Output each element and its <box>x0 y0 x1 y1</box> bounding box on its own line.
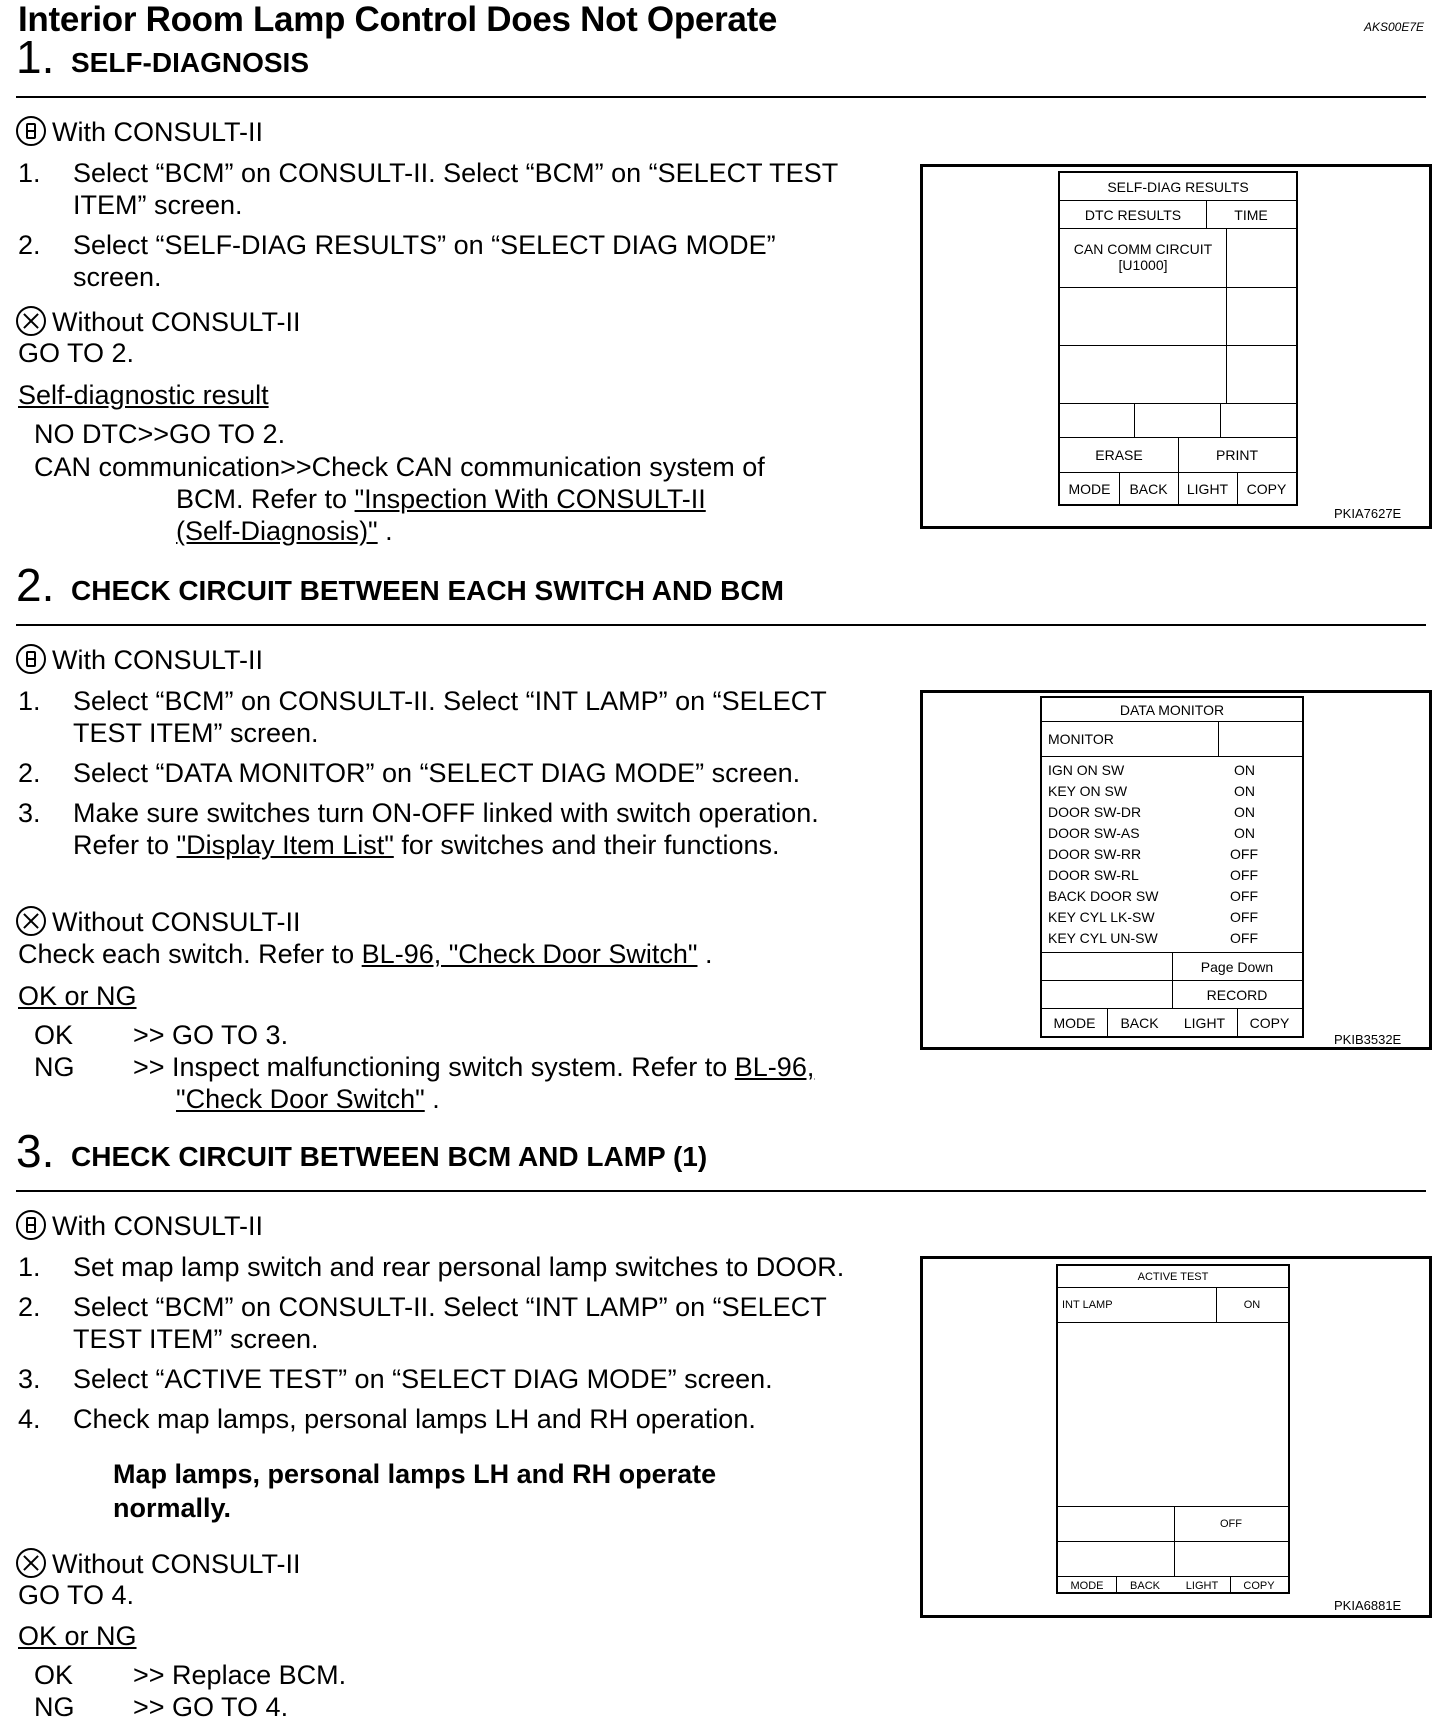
result-label: OK or NG <box>18 981 137 1011</box>
ok-label: OK <box>34 1660 74 1690</box>
list-number: 1. <box>18 158 41 188</box>
page-down-button[interactable]: Page Down <box>1200 959 1274 975</box>
monitor-item: KEY ON SW <box>1048 783 1128 799</box>
check-door-switch-link[interactable]: BL-96, "Check Door Switch" <box>361 939 698 969</box>
list-item: Select “BCM” on CONSULT-II. Select “BCM” on “SELECT TEST <box>73 158 839 188</box>
without-text: GO TO 4. <box>18 1580 135 1610</box>
list-number: 1. <box>18 1252 41 1282</box>
divider <box>16 96 1426 98</box>
list-number: 2. <box>18 230 41 260</box>
result-line: BCM. Refer to "Inspection With CONSULT-II <box>176 484 706 514</box>
with-consult-line: With CONSULT-II <box>16 1210 263 1242</box>
result-line: (Self-Diagnosis)" . <box>176 516 393 546</box>
ng-text: >> Inspect malfunctioning switch system. Refer to BL-96, <box>133 1052 815 1082</box>
without-consult-line: Without CONSULT-II <box>16 306 301 338</box>
ok-label: OK <box>34 1020 74 1050</box>
test-item: INT LAMP <box>1062 1299 1113 1311</box>
column-header: TIME <box>1234 206 1268 223</box>
result-label: Self-diagnostic result <box>18 380 269 410</box>
result-line: NO DTC>>GO TO 2. <box>34 419 286 449</box>
monitor-item: KEY CYL LK-SW <box>1048 909 1155 925</box>
ng-text: "Check Door Switch" . <box>176 1084 440 1114</box>
test-item-value: ON <box>1243 1299 1261 1311</box>
mode-button[interactable]: MODE <box>1053 1014 1096 1031</box>
check-door-switch-link[interactable]: BL-96, <box>734 1052 815 1082</box>
list-item: TEST ITEM” screen. <box>73 1324 319 1354</box>
list-item: Select “BCM” on CONSULT-II. Select “INT LAMP” on “SELECT <box>73 1292 827 1322</box>
consult-icon <box>16 1210 46 1240</box>
data-monitor-screen <box>1040 696 1304 1038</box>
ng-label: NG <box>34 1052 75 1082</box>
spec-text: Map lamps, personal lamps LH and RH operate <box>113 1459 717 1489</box>
back-button[interactable]: BACK <box>1129 480 1168 497</box>
without-text: GO TO 2. <box>18 338 135 368</box>
back-button[interactable]: BACK <box>1130 1579 1160 1592</box>
back-button[interactable]: BACK <box>1120 1014 1159 1031</box>
list-item: Select “ACTIVE TEST” on “SELECT DIAG MODE” screen. <box>73 1364 773 1394</box>
check-door-switch-link[interactable]: "Check Door Switch" <box>176 1084 425 1114</box>
list-item: Make sure switches turn ON-OFF linked with switch operation. <box>73 798 819 828</box>
list-item: Set map lamp switch and rear personal lamp switches to DOOR. <box>73 1252 845 1282</box>
list-item: TEST ITEM” screen. <box>73 718 319 748</box>
without-text: Check each switch. Refer to BL-96, "Check Door Switch" . <box>18 939 713 969</box>
step-number: 1. <box>16 31 55 83</box>
copy-button[interactable]: COPY <box>1249 1014 1290 1031</box>
list-item: Select “BCM” on CONSULT-II. Select “INT LAMP” on “SELECT <box>73 686 827 716</box>
step-title: CHECK CIRCUIT BETWEEN EACH SWITCH AND BCM <box>71 575 784 606</box>
with-consult-line: With CONSULT-II <box>16 644 263 676</box>
inspection-link[interactable]: (Self-Diagnosis)" <box>176 516 378 546</box>
without-consult-line: Without CONSULT-II <box>16 1548 301 1580</box>
list-item: screen. <box>73 262 162 292</box>
light-button[interactable]: LIGHT <box>1186 480 1229 497</box>
copy-button[interactable]: COPY <box>1243 1579 1275 1592</box>
ok-text: >> Replace BCM. <box>133 1660 347 1690</box>
print-button[interactable]: PRINT <box>1216 447 1258 463</box>
active-test-screen <box>1056 1264 1290 1594</box>
ng-label: NG <box>34 1692 75 1722</box>
monitor-item: DOOR SW-AS <box>1048 825 1140 841</box>
monitor-item: DOOR SW-DR <box>1048 804 1142 820</box>
doc-code: AKS00E7E <box>1363 20 1424 34</box>
page-title: Interior Room Lamp Control Does Not Operate <box>18 0 778 39</box>
result-label: OK or NG <box>18 1621 137 1651</box>
list-item: Check map lamps, personal lamps LH and RH operation. <box>73 1404 756 1434</box>
with-consult-line: With CONSULT-II <box>16 116 263 148</box>
column-header: DTC RESULTS <box>1084 206 1182 223</box>
self-diag-screen <box>1058 171 1298 506</box>
monitor-item: DOOR SW-RL <box>1048 867 1139 883</box>
display-item-list-link[interactable]: "Display Item List" <box>176 830 394 860</box>
screen-header: SELF-DIAG RESULTS <box>1107 179 1249 195</box>
list-number: 3. <box>18 798 41 828</box>
divider <box>16 624 1426 626</box>
figure-code: PKIB3532E <box>1334 1032 1402 1047</box>
off-button[interactable]: OFF <box>1220 1518 1242 1530</box>
step-title: CHECK CIRCUIT BETWEEN BCM AND LAMP (1) <box>71 1141 708 1172</box>
mode-button[interactable]: MODE <box>1068 480 1111 497</box>
monitor-label: MONITOR <box>1048 731 1114 747</box>
dtc-name: CAN COMM CIRCUIT <box>1073 241 1213 257</box>
screen-header: ACTIVE TEST <box>1137 1271 1209 1283</box>
spec-text: normally. <box>113 1493 232 1523</box>
copy-button[interactable]: COPY <box>1246 480 1287 497</box>
monitor-item: IGN ON SW <box>1048 762 1125 778</box>
monitor-value: OFF <box>1230 867 1258 883</box>
dtc-entry <box>1060 229 1226 287</box>
figure-code: PKIA7627E <box>1334 506 1402 521</box>
no-consult-icon <box>16 906 46 936</box>
monitor-value: ON <box>1234 825 1255 841</box>
screen-header: DATA MONITOR <box>1119 702 1225 718</box>
ok-text: >> GO TO 3. <box>133 1020 289 1050</box>
mode-button[interactable]: MODE <box>1070 1579 1104 1592</box>
ng-text: >> GO TO 4. <box>133 1692 289 1722</box>
light-button[interactable]: LIGHT <box>1183 1014 1226 1031</box>
record-button[interactable]: RECORD <box>1206 986 1268 1003</box>
no-consult-icon <box>16 306 46 336</box>
monitor-item: DOOR SW-RR <box>1048 846 1142 862</box>
no-consult-icon <box>16 1548 46 1578</box>
monitor-item: BACK DOOR SW <box>1048 888 1159 904</box>
list-number: 3. <box>18 1364 41 1394</box>
step-number: 2. <box>16 559 55 611</box>
light-button[interactable]: LIGHT <box>1185 1579 1219 1592</box>
list-number: 2. <box>18 1292 41 1322</box>
step-number: 3. <box>16 1125 55 1177</box>
inspection-link[interactable]: "Inspection With CONSULT-II <box>354 484 706 514</box>
monitor-value: ON <box>1234 762 1255 778</box>
list-item: Select “DATA MONITOR” on “SELECT DIAG MODE” screen. <box>73 758 801 788</box>
dtc-code: [U1000] <box>1118 257 1168 273</box>
result-line: CAN communication>>Check CAN communication system of <box>34 452 765 482</box>
monitor-value: OFF <box>1230 846 1258 862</box>
list-item: Refer to "Display Item List" for switches and their functions. <box>73 830 780 860</box>
erase-button[interactable]: ERASE <box>1095 447 1143 463</box>
monitor-value: OFF <box>1230 930 1258 946</box>
list-item: ITEM” screen. <box>73 190 243 220</box>
list-number: 4. <box>18 1404 41 1434</box>
without-consult-line: Without CONSULT-II <box>16 906 301 938</box>
monitor-value: ON <box>1234 804 1255 820</box>
monitor-value: OFF <box>1230 888 1258 904</box>
consult-icon <box>16 116 46 146</box>
list-item: Select “SELF-DIAG RESULTS” on “SELECT DIAG MODE” <box>73 230 776 260</box>
step-title: SELF-DIAGNOSIS <box>71 47 310 78</box>
figure-code: PKIA6881E <box>1334 1598 1402 1613</box>
monitor-item: KEY CYL UN-SW <box>1048 930 1158 946</box>
monitor-value: OFF <box>1230 909 1258 925</box>
monitor-value: ON <box>1234 783 1255 799</box>
consult-icon <box>16 644 46 674</box>
list-number: 1. <box>18 686 41 716</box>
divider <box>16 1190 1426 1192</box>
list-number: 2. <box>18 758 41 788</box>
